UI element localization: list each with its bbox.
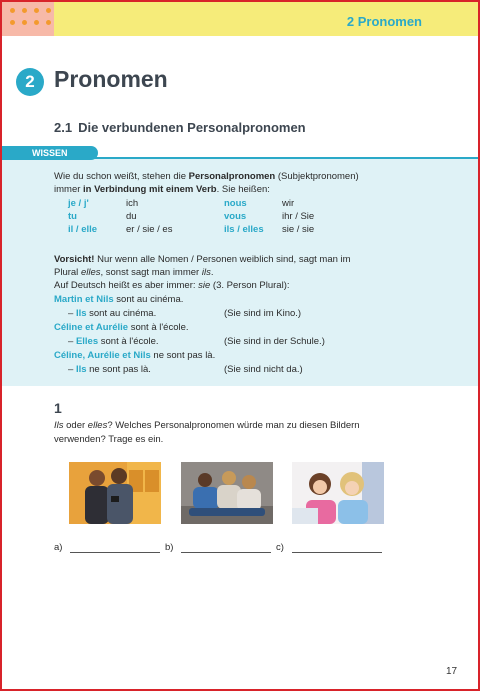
chapter-title: Pronomen xyxy=(54,66,168,92)
pronoun-fr: il / elle xyxy=(68,224,98,235)
pronoun-de-plural: ihr / Sie xyxy=(282,211,315,222)
example-translation: (Sie sind nicht da.) xyxy=(224,364,303,375)
photo-two-boys xyxy=(69,462,161,524)
pronoun-de: ich xyxy=(126,198,139,209)
pronoun-fr: tu xyxy=(68,211,77,222)
photo-boy-and-girls xyxy=(181,462,273,524)
example-sentence: Martin et Nils sont au cinéma. xyxy=(54,294,184,305)
example-sentence: Céline et Aurélie sont à l'école. xyxy=(54,322,189,333)
photo-two-girls-laptop xyxy=(292,462,384,524)
intro-line-2: immer in Verbindung mit einem Verb. Sie heißen: xyxy=(54,184,270,195)
example-pronoun-sentence: – Ils sont au cinéma. xyxy=(68,308,157,319)
answer-label-b: b) xyxy=(165,542,174,553)
example-pronoun-sentence: – Ils ne sont pas là. xyxy=(68,364,151,375)
example-translation: (Sie sind in der Schule.) xyxy=(224,336,325,347)
pronoun-de: er / sie / es xyxy=(126,224,173,235)
answer-label-c: c) xyxy=(276,542,284,553)
pronoun-fr-plural: ils / elles xyxy=(224,224,264,235)
note-line-2: Plural elles, sonst sagt man immer ils. xyxy=(54,267,214,278)
wissen-tab: WISSEN xyxy=(2,146,98,160)
answer-line-c[interactable] xyxy=(292,552,382,553)
page-number: 17 xyxy=(446,666,458,677)
note-line-3: Auf Deutsch heißt es aber immer: sie (3. Person Plural): xyxy=(54,280,290,291)
example-pronoun-sentence: – Elles sont à l'école. xyxy=(68,336,159,347)
pronoun-fr-plural: vous xyxy=(224,211,247,222)
section-number: 2.1 xyxy=(54,120,73,135)
decorative-dots xyxy=(2,2,54,36)
intro-line-1: Wie du schon weißt, stehen die Personalpronomen (Subjektpronomen) xyxy=(54,171,359,182)
exercise-number: 1 xyxy=(54,400,62,416)
chapter-number-badge: 2 xyxy=(16,68,44,96)
section-title-text: Die verbundenen Personalpronomen xyxy=(78,120,306,135)
pronoun-fr-plural: nous xyxy=(224,198,247,209)
note-line-1: Vorsicht! Nur wenn alle Nomen / Personen weiblich sind, sagt man im xyxy=(54,254,351,265)
example-translation: (Sie sind im Kino.) xyxy=(224,308,302,319)
exercise-instruction-line-2: verwenden? Trage es ein. xyxy=(54,434,164,445)
answer-label-a: a) xyxy=(54,542,63,553)
pronoun-de-plural: sie / sie xyxy=(282,224,315,235)
pronoun-de-plural: wir xyxy=(282,198,295,209)
example-sentence: Céline, Aurélie et Nils ne sont pas là. xyxy=(54,350,216,361)
answer-line-a[interactable] xyxy=(70,552,160,553)
pronoun-fr: je / j' xyxy=(68,198,89,209)
answer-line-b[interactable] xyxy=(181,552,271,553)
pronoun-de: du xyxy=(126,211,137,222)
section-title xyxy=(54,120,306,135)
exercise-instruction-line-1: Ils oder elles? Welches Personalpronomen würde man zu diesen Bildern xyxy=(54,420,360,431)
running-title: 2 Pronomen xyxy=(346,14,422,29)
